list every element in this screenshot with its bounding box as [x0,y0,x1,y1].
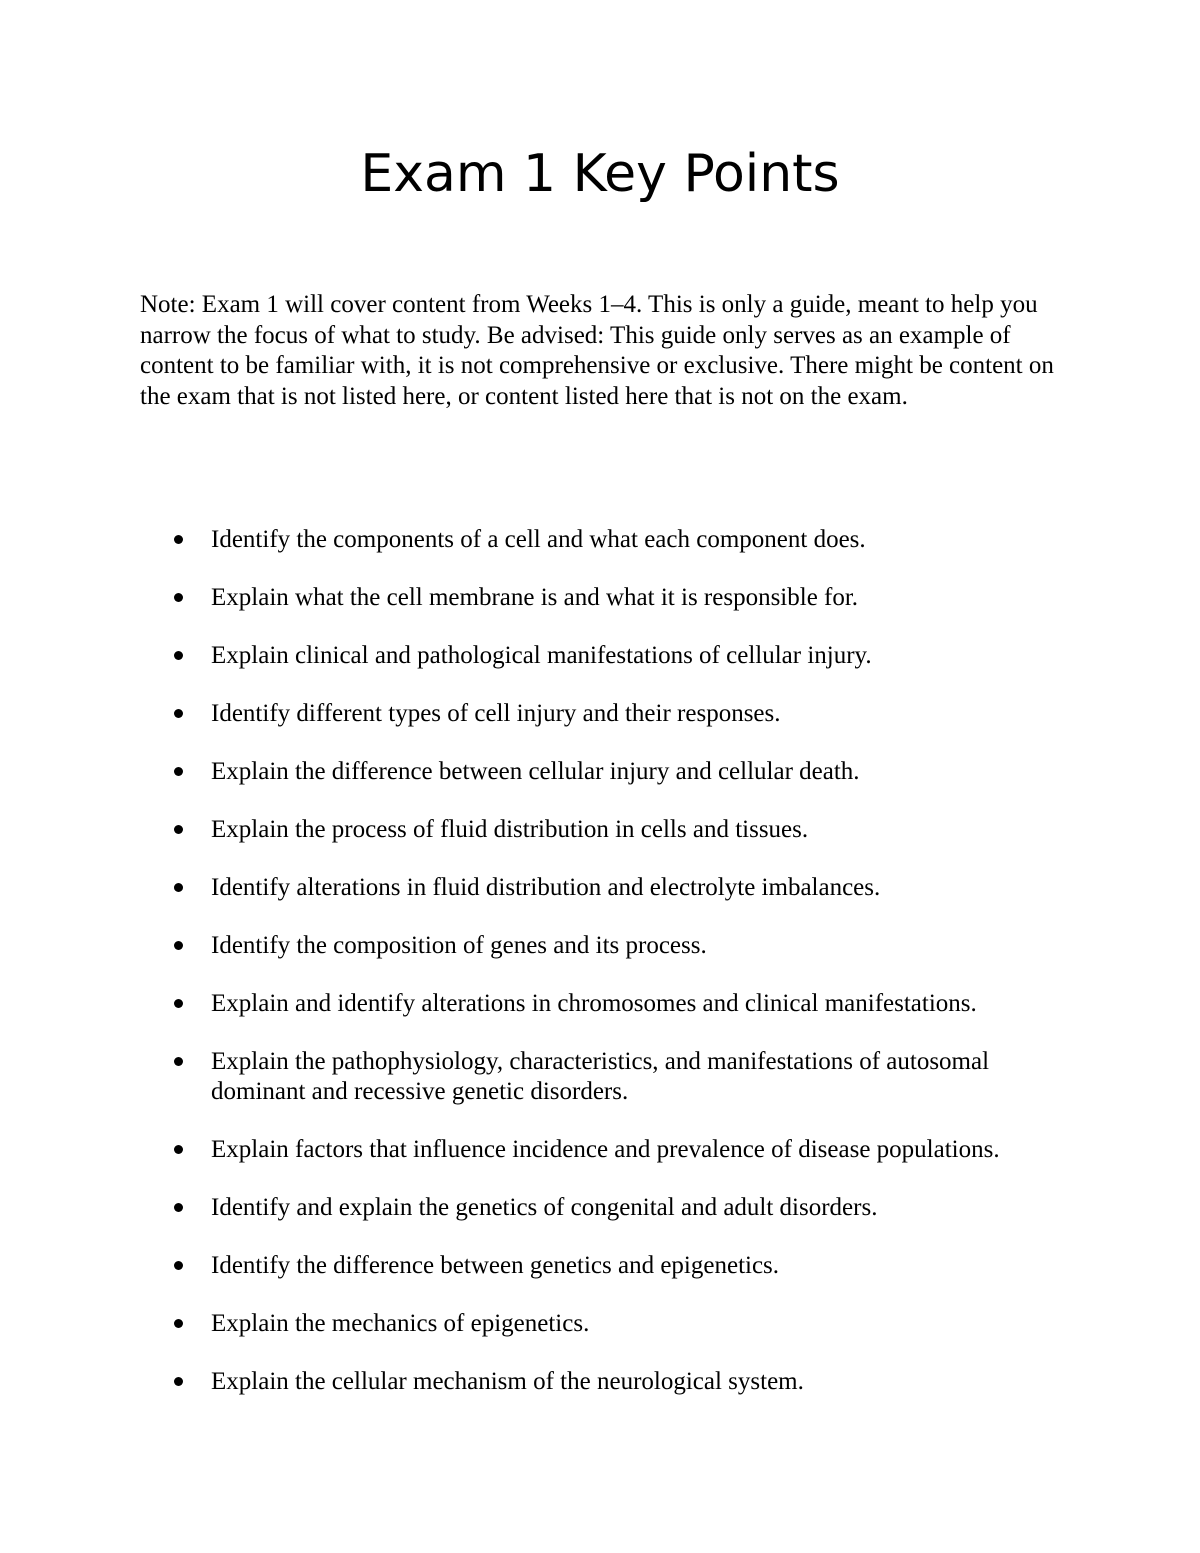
list-item [172,1251,1072,1281]
list-item [172,1047,1072,1107]
list-item-text: Identify the difference between genetics and epigenetics. [211,1252,780,1279]
page-title: Exam 1 Key Points [360,144,840,204]
list-item-text: Identify alterations in fluid distribution and electrolyte imbalances. [211,874,881,901]
bullet-icon [174,1203,183,1212]
list-item-text: Identify and explain the genetics of congenital and adult disorders. [211,1194,878,1221]
list-item-text: Explain clinical and pathological manifestations of cellular injury. [211,642,872,669]
bullet-icon [174,825,183,834]
list-item [172,1309,1072,1339]
bullet-icon [174,709,183,718]
list-item [172,699,1072,729]
list-item [172,1135,1072,1165]
bullet-icon [174,535,183,544]
list-item-text: Identify the components of a cell and what each component does. [211,526,866,553]
list-item-text: Identify the composition of genes and its process. [211,932,707,959]
bullet-icon [174,1145,183,1154]
list-item [172,583,1072,613]
list-item-text: Explain the process of fluid distribution in cells and tissues. [211,816,809,843]
list-item [172,1367,1072,1397]
list-item-text: Identify different types of cell injury and their responses. [211,700,781,727]
list-item [172,815,1072,845]
bullet-icon [174,999,183,1008]
bullet-icon [174,1319,183,1328]
bullet-icon [174,593,183,602]
bullet-icon [174,941,183,950]
list-item-text: Explain and identify alterations in chromosomes and clinical manifestations. [211,990,977,1017]
list-item [172,931,1072,961]
bullet-icon [174,767,183,776]
list-item-text: Explain the pathophysiology, characteristics, and manifestations of autosomal dominant and recessive genetic disorders. [211,1048,990,1105]
key-points-list [172,525,1072,1425]
bullet-icon [174,883,183,892]
list-item [172,873,1072,903]
list-item [172,641,1072,671]
list-item-text: Explain the cellular mechanism of the neurological system. [211,1368,804,1395]
list-item [172,1193,1072,1223]
bullet-icon [174,1261,183,1270]
list-item-text: Explain what the cell membrane is and what it is responsible for. [211,584,859,611]
list-item [172,757,1072,787]
bullet-icon [174,1057,183,1066]
list-item [172,989,1072,1019]
list-item-text: Explain the mechanics of epigenetics. [211,1310,590,1337]
exam-note: Note: Exam 1 will cover content from Weeks 1–4. This is only a guide, meant to help you narrow the focus of what to study. Be advised: This guide only serves as an example of content to be familiar with, it is not comprehensive or exclusive. There might be content on the exam that is not listed here, or content listed here that is not on the exam. [140,291,1054,410]
list-item-text: Explain the difference between cellular injury and cellular death. [211,758,860,785]
bullet-icon [174,1377,183,1386]
bullet-icon [174,651,183,660]
list-item [172,525,1072,555]
list-item-text: Explain factors that influence incidence and prevalence of disease populations. [211,1136,1000,1163]
